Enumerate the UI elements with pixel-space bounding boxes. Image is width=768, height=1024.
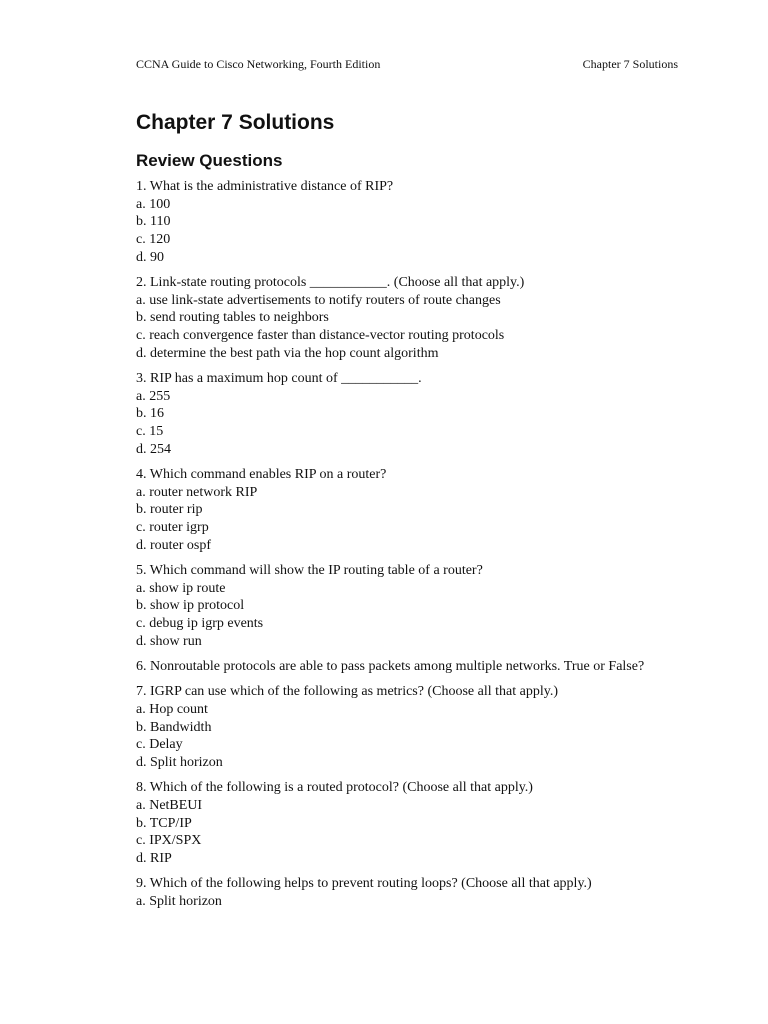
question-text: 5. Which command will show the IP routing table of a router? (136, 563, 483, 579)
answer-option: c. router igrp (136, 520, 209, 536)
answer-option: b. router rip (136, 502, 203, 518)
answer-option: c. IPX/SPX (136, 833, 202, 849)
answer-option: d. Split horizon (136, 755, 223, 771)
chapter-title: Chapter 7 Solutions (136, 111, 335, 134)
question-text: 2. Link-state routing protocols ___________. (Choose all that apply.) (136, 275, 525, 291)
answer-option: d. router ospf (136, 537, 212, 553)
answer-option: c. 15 (136, 424, 164, 440)
question-item (136, 658, 696, 676)
question-item (136, 274, 696, 363)
answer-option: d. RIP (136, 851, 172, 867)
question-item (136, 779, 696, 868)
answer-option: a. 255 (136, 388, 171, 404)
answer-option: c. debug ip igrp events (136, 616, 264, 632)
answer-option: b. show ip protocol (136, 598, 245, 614)
answer-option: a. Split horizon (136, 894, 222, 910)
answer-option: b. Bandwidth (136, 719, 212, 735)
answer-option: a. show ip route (136, 580, 226, 596)
answer-option: a. use link-state advertisements to notify routers of route changes (136, 292, 501, 308)
answer-option: d. show run (136, 633, 202, 649)
answer-option: b. 16 (136, 406, 164, 422)
question-item (136, 562, 696, 651)
header-chapter-label: Chapter 7 Solutions (582, 57, 678, 71)
question-item (136, 466, 696, 555)
question-item (136, 178, 696, 267)
answer-option: d. determine the best path via the hop count algorithm (136, 345, 439, 361)
answer-option: c. 120 (136, 232, 171, 248)
question-text: 1. What is the administrative distance of RIP? (136, 179, 394, 194)
answer-option: a. router network RIP (136, 484, 258, 500)
question-text: 8. Which of the following is a routed protocol? (Choose all that apply.) (136, 780, 533, 796)
answer-option: a. Hop count (136, 701, 208, 717)
question-text: 6. Nonroutable protocols are able to pass packets among multiple networks. True or False? (136, 659, 645, 675)
question-text: 9. Which of the following helps to prevent routing loops? (Choose all that apply.) (136, 876, 592, 892)
question-item (136, 370, 696, 459)
answer-option: c. reach convergence faster than distance-vector routing protocols (136, 328, 505, 344)
question-item (136, 683, 696, 772)
answer-option: d. 90 (136, 249, 164, 265)
answer-option: a. 100 (136, 196, 171, 212)
answer-option: a. NetBEUI (136, 798, 203, 813)
question-text: 4. Which command enables RIP on a router? (136, 467, 387, 483)
question-list (136, 178, 696, 918)
section-title: Review Questions (136, 151, 283, 170)
question-text: 7. IGRP can use which of the following as metrics? (Choose all that apply.) (136, 684, 558, 700)
header-book-title: CCNA Guide to Cisco Networking, Fourth Edition (136, 57, 381, 71)
answer-option: c. Delay (136, 737, 183, 753)
answer-option: b. send routing tables to neighbors (136, 310, 329, 326)
answer-option: b. 110 (136, 214, 171, 230)
question-item (136, 875, 696, 910)
running-header (136, 56, 678, 72)
answer-option: d. 254 (136, 441, 171, 457)
question-text: 3. RIP has a maximum hop count of ___________. (136, 371, 422, 387)
answer-option: b. TCP/IP (136, 815, 192, 831)
